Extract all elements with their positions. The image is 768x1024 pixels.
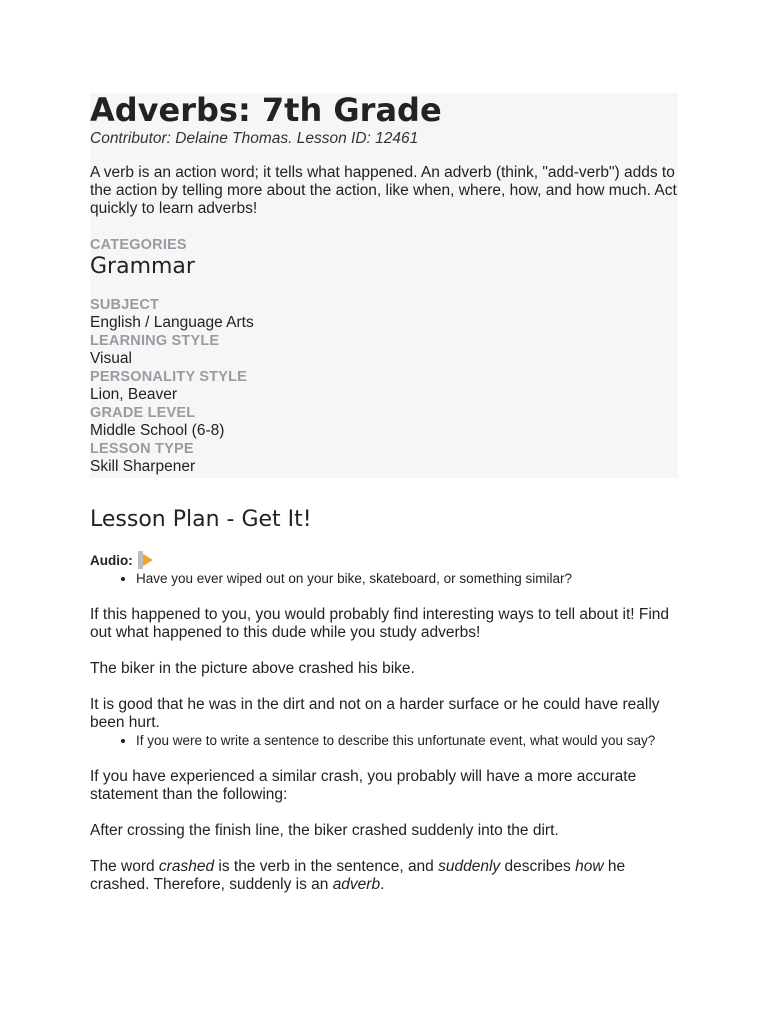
contributor-line: Contributor: Delaine Thomas. Lesson ID: 12461 xyxy=(90,130,419,147)
lesson-type-value: Skill Sharpener xyxy=(90,458,196,475)
question-list-2 xyxy=(90,732,680,750)
learning-style-value: Visual xyxy=(90,350,132,367)
paragraph: If this happened to you, you would probably find interesting ways to tell about it! Find out what happened to this dude while you study adverbs! xyxy=(90,606,670,641)
audio-label: Audio: xyxy=(90,553,133,568)
emphasis-adverb: adverb xyxy=(332,876,381,893)
list-item: • If you were to write a sentence to describe this unfortunate event, what would you say? xyxy=(136,732,680,750)
lesson-body xyxy=(90,552,680,894)
audio-row xyxy=(90,552,680,570)
paragraph xyxy=(90,858,680,894)
text-run: describes xyxy=(500,858,576,875)
emphasis-how: how xyxy=(575,858,604,875)
grade-level-label: GRADE LEVEL xyxy=(90,405,196,421)
lesson-header xyxy=(90,93,678,476)
text-run: he crashed. Therefore, suddenly is an xyxy=(90,858,626,893)
paragraph: If you have experienced a similar crash, you probably will have a more accurate statement than the following: xyxy=(90,768,637,803)
paragraph: It is good that he was in the dirt and not on a harder surface or he could have really been hurt. xyxy=(90,696,660,731)
subject-label: SUBJECT xyxy=(90,297,160,313)
learning-style-label: LEARNING STYLE xyxy=(90,333,220,349)
example-sentence: After crossing the finish line, the biker crashed suddenly into the dirt. xyxy=(90,822,559,839)
paragraph: The biker in the picture above crashed his bike. xyxy=(90,660,415,677)
text-run: is the verb in the sentence, and xyxy=(214,858,439,875)
page-title: Adverbs: 7th Grade xyxy=(90,91,442,129)
lesson-type-label: LESSON TYPE xyxy=(90,441,194,457)
personality-style-label: PERSONALITY STYLE xyxy=(90,369,248,385)
question-list-1 xyxy=(90,570,680,588)
grade-level-value: Middle School (6-8) xyxy=(90,422,225,439)
lesson-intro: A verb is an action word; it tells what happened. An adverb (think, "add-verb") adds to the action by telling more about the action, like when, where, how, and how much. Act quickly to learn adverbs! xyxy=(90,164,677,217)
subject-value: English / Language Arts xyxy=(90,314,254,331)
text-run: . xyxy=(380,876,385,893)
category-link[interactable]: Grammar xyxy=(90,254,195,279)
play-icon[interactable] xyxy=(138,551,154,567)
list-item: • Have you ever wiped out on your bike, skateboard, or something similar? xyxy=(136,570,680,588)
emphasis-crashed: crashed xyxy=(158,858,215,875)
personality-style-value: Lion, Beaver xyxy=(90,386,178,403)
section-heading: Lesson Plan - Get It! xyxy=(90,507,312,532)
emphasis-suddenly: suddenly xyxy=(438,858,501,875)
text-run: The word xyxy=(90,858,159,875)
categories-label: CATEGORIES xyxy=(90,237,187,253)
